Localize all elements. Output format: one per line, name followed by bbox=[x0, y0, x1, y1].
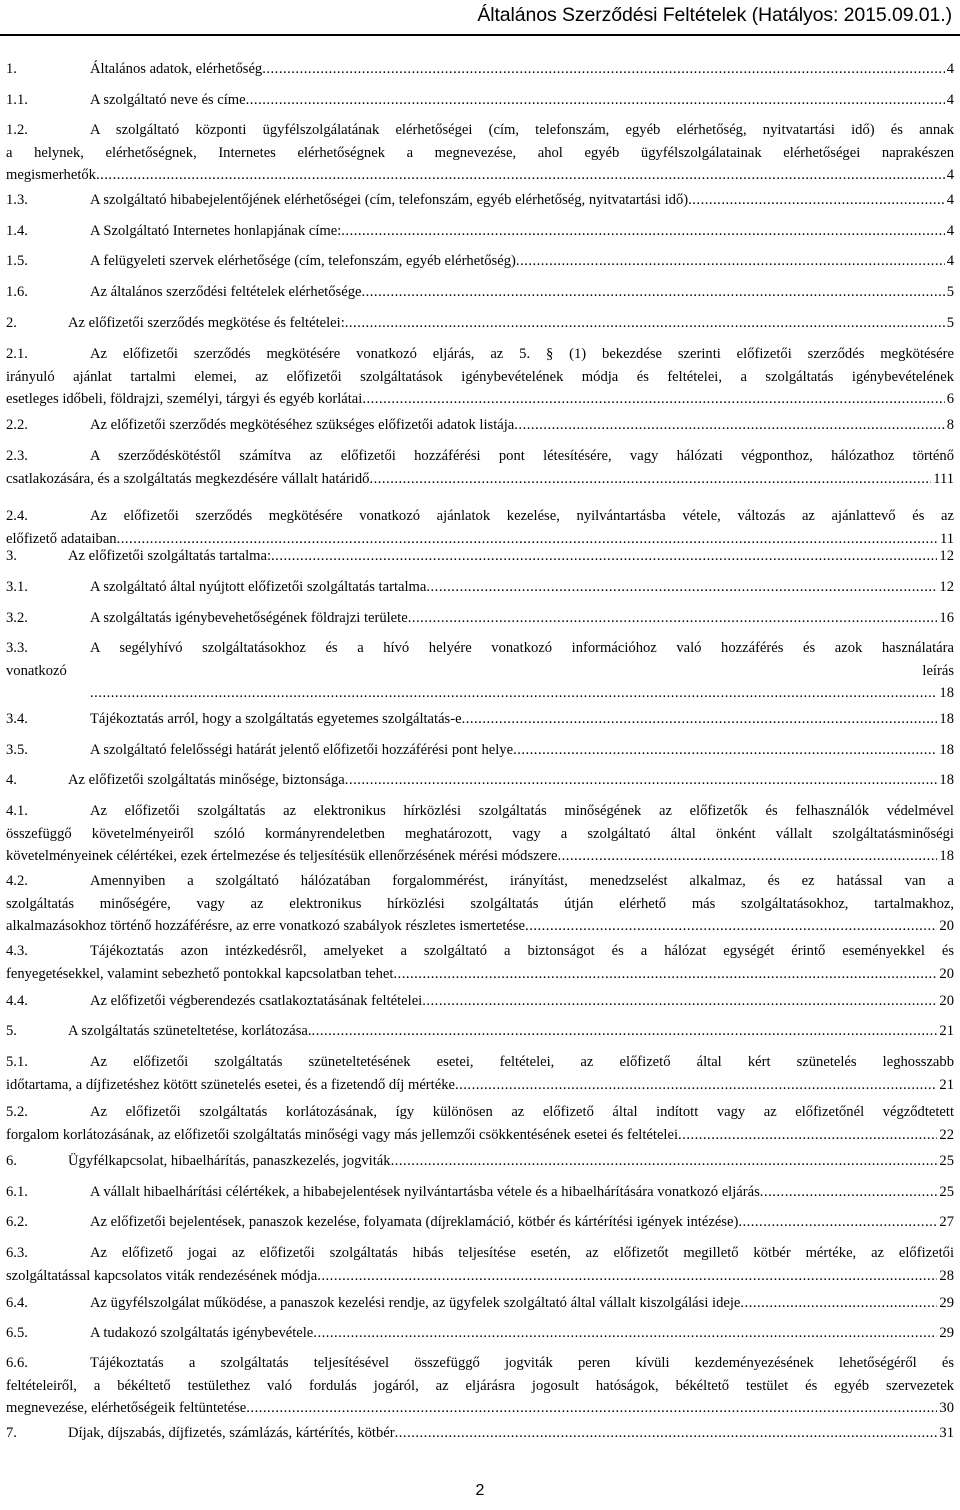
toc-page-number: 25 bbox=[939, 1184, 954, 1200]
toc-entry-number: 3.3. bbox=[6, 640, 28, 656]
toc-page-number: 4 bbox=[946, 223, 954, 239]
toc-entry-text: követelményeinek célértékei, ezek értelmezése és teljesítésük ellenőrzésének mérési módszere bbox=[6, 848, 558, 864]
toc-dot-leader bbox=[262, 58, 944, 80]
toc-dot-leader bbox=[516, 250, 945, 272]
toc-page-number: 20 bbox=[939, 965, 954, 982]
toc-entry-text: A szerződéskötéstől számítva az előfizetői hozzáférési pont létesítésére, vagy hálózati végponthoz, hálózathoz történő bbox=[90, 448, 954, 464]
toc-entry-number: 1.4. bbox=[6, 223, 28, 239]
toc-dot-leader bbox=[313, 1322, 937, 1344]
toc-dot-leader bbox=[391, 1150, 938, 1172]
toc-page-number: 18 bbox=[939, 711, 954, 727]
toc-entry-text: Az előfizetői bejelentések, panaszok kezelése, folyamata (díjreklamáció, kötbér és kártérítési igények intézése) bbox=[90, 1214, 739, 1230]
toc-page-number: 6 bbox=[946, 391, 954, 407]
toc-entry-text: fenyegetésekkel, valamint sebezhető pontokkal kapcsolatban tehet bbox=[6, 965, 394, 982]
toc-page-number: 21 bbox=[939, 1023, 954, 1039]
toc-page-number: 18 bbox=[939, 772, 954, 788]
toc-dot-leader bbox=[246, 89, 945, 111]
toc-dot-leader bbox=[514, 414, 944, 436]
toc-dot-leader bbox=[408, 607, 938, 629]
toc-entry-text: Díjak, díjszabás, díjfizetés, számlázás, kártérítés, kötbér bbox=[68, 1425, 395, 1441]
toc-entry-text: csatlakozására, és a szolgáltatás megkezdésére vállalt határidő bbox=[6, 470, 370, 487]
toc-entry-text: összefüggő követelményeiről szóló kormányrendeletben meghatározott, vagy a szolgáltató által önként vállalt szolgáltatásminőségi bbox=[6, 825, 954, 842]
toc-entry-number: 1.5. bbox=[6, 253, 28, 269]
toc-dot-leader bbox=[422, 990, 937, 1012]
toc-entry-text: Az általános szerződési feltételek elérhetősége bbox=[90, 284, 362, 300]
toc-entry-text: A szolgáltató központi ügyfélszolgálatának elérhetőségei (cím, telefonszám, egyéb elérhetőség, nyitvatartási idő) és annak bbox=[90, 122, 954, 138]
toc-entry-text: feltételeiről, a békéltető testülethez való fordulás jogáról, az eljárásra jogosult hatóságok, békéltető testület és egyéb szervezetek bbox=[6, 1377, 954, 1394]
toc-dot-leader bbox=[525, 915, 937, 937]
toc-entry-number: 4. bbox=[6, 772, 17, 788]
toc-page-number: 31 bbox=[939, 1425, 954, 1441]
toc-entry-text: vonatkozó leírás bbox=[6, 662, 954, 679]
toc-entry-number: 6.1. bbox=[6, 1184, 28, 1200]
toc-page-number: 5 bbox=[946, 284, 954, 300]
toc-dot-leader bbox=[96, 164, 945, 186]
toc-entry-number: 2.2. bbox=[6, 417, 28, 433]
toc-dot-leader bbox=[738, 1211, 937, 1233]
toc-entry-number: 2.4. bbox=[6, 508, 28, 524]
toc-dot-leader bbox=[345, 312, 945, 334]
toc-entry-text: A tudakozó szolgáltatás igénybevétele bbox=[90, 1325, 314, 1341]
toc-dot-leader bbox=[345, 769, 938, 791]
toc-entry-number: 4.2. bbox=[6, 873, 28, 889]
toc-entry-text: Tájékoztatás a szolgáltatás teljesítésével összefüggő jogviták peren kívüli kezdeményezésének lehetőségéről és bbox=[90, 1355, 954, 1371]
toc-entry-number: 3. bbox=[6, 548, 17, 564]
toc-entry-text: szolgáltatás minőségére, vagy az elektronikus hírközlési szolgáltatás útján elérhető más szolgáltatásokhoz, tartalmakhoz, bbox=[6, 895, 954, 912]
page-number: 2 bbox=[475, 1482, 485, 1499]
toc-dot-leader bbox=[271, 545, 937, 567]
toc-entry-text: Az előfizetői szolgáltatás minősége, biztonsága bbox=[68, 772, 345, 788]
toc-dot-leader bbox=[312, 1020, 938, 1042]
toc-page-number: 18 bbox=[939, 742, 954, 758]
toc-page-number: 29 bbox=[939, 1295, 954, 1311]
toc-entry-text: Ügyfélkapcsolat, hibaelhárítás, panaszkezelés, jogviták bbox=[68, 1153, 391, 1169]
toc-page-number: 18 bbox=[939, 848, 954, 864]
toc-dot-leader bbox=[462, 708, 938, 730]
toc-entry-text: előfizető adataiban bbox=[6, 530, 117, 547]
toc-entry-text: Az előfizetői szerződés megkötésére vonatkozó eljárás, az 5. § (1) bekezdése szerinti előfizetői szerződés megkötésére bbox=[90, 346, 954, 362]
toc-entry-text: forgalom korlátozásának, az előfizetői szolgáltatás minőségi vagy más jellemzői csökkentésének esetei és feltételei bbox=[6, 1126, 679, 1143]
toc-page-number: 25 bbox=[939, 1153, 954, 1169]
toc-entry-number: 6. bbox=[6, 1153, 17, 1169]
toc-entry-text: Tájékoztatás azon intézkedésről, amelyeket a szolgáltató a biztonságot és a hálózat egységét érintő eseményekkel és bbox=[90, 943, 954, 959]
toc-page-number: 20 bbox=[939, 993, 954, 1009]
toc-entry-text: A szolgáltató neve és címe bbox=[90, 92, 246, 108]
toc-dot-leader bbox=[393, 963, 937, 985]
toc-entry-number: 4.1. bbox=[6, 803, 28, 819]
toc-entry-number: 7. bbox=[6, 1425, 17, 1441]
toc-entry-number: 2.1. bbox=[6, 346, 28, 362]
toc-entry-text: időtartama, a díjfizetéshez kötött szünetelés esetei, és a fizetendő díj mértéke bbox=[6, 1076, 455, 1093]
toc-entry-number: 6.6. bbox=[6, 1355, 28, 1371]
toc-page-number: 8 bbox=[946, 417, 954, 433]
toc-entry-number: 6.5. bbox=[6, 1325, 28, 1341]
toc-entry-number: 1. bbox=[6, 61, 17, 77]
toc-entry-text: alkalmazásokhoz történő hozzáférésre, az erre vonatkozó szabályok részletes ismertetése bbox=[6, 918, 526, 934]
toc-entry-text: A felügyeleti szervek elérhetősége (cím, telefonszám, egyéb elérhetőség) bbox=[90, 253, 516, 269]
toc-dot-leader bbox=[361, 281, 944, 303]
toc-entry-text: Az előfizetői szerződés megkötésére vonatkozó ajánlatok kezelése, nyilvántartásba vétele, változás az ajánlattevő és az bbox=[90, 508, 954, 524]
toc-entry-text: Az előfizető jogai az előfizetői szolgáltatás hibás teljesítése esetén, az előfizetőt megillető kötbér mértéke, az előfizetői bbox=[90, 1245, 954, 1261]
toc-entry-text: irányuló ajánlat tartalmi elemei, az előfizetői szolgáltatások igénybevételének módja és feltételei, a szolgáltatás igénybevételének bbox=[6, 368, 954, 385]
toc-dot-leader bbox=[688, 189, 945, 211]
toc-entry-number: 2.3. bbox=[6, 448, 28, 464]
toc-dot-leader bbox=[341, 220, 944, 242]
toc-entry-text: A szolgáltató hibabejelentőjének elérhetőségei (cím, telefonszám, egyéb elérhetőség, nyitvatartási idő) bbox=[90, 192, 689, 208]
toc-dot-leader bbox=[369, 468, 931, 490]
toc-dot-leader bbox=[760, 1181, 938, 1203]
toc-entry-text: A segélyhívó szolgáltatásokhoz és a hívó helyére vonatkozó információhoz való hozzáférés és azok használatára bbox=[90, 640, 954, 656]
toc-dot-leader bbox=[246, 1397, 937, 1419]
toc-dot-leader bbox=[740, 1292, 937, 1314]
toc-dot-leader bbox=[557, 845, 937, 867]
toc-entry-text: Az előfizetői szolgáltatás tartalma: bbox=[68, 548, 272, 564]
toc-entry-number: 4.3. bbox=[6, 943, 28, 959]
toc-entry-text: Tájékoztatás arról, hogy a szolgáltatás egyetemes szolgáltatás-e bbox=[90, 711, 462, 727]
toc-page-number: 22 bbox=[939, 1126, 954, 1143]
toc-page-number: 4 bbox=[946, 92, 954, 108]
toc-page-number: 16 bbox=[939, 610, 954, 626]
toc-page-number: 18 bbox=[939, 685, 954, 701]
toc-page-number: 11 bbox=[939, 530, 954, 547]
toc-entry-number: 3.1. bbox=[6, 579, 28, 595]
toc-page-number: 5 bbox=[946, 315, 954, 331]
toc-entry-number: 1.1. bbox=[6, 92, 28, 108]
toc-entry-number: 6.2. bbox=[6, 1214, 28, 1230]
toc-dot-leader bbox=[395, 1422, 938, 1444]
toc-entry-text: Amennyiben a szolgáltató hálózatában forgalommérést, irányítást, menedzselést alkalmaz, és ez hatással van a bbox=[90, 873, 954, 889]
toc-entry-text: megismerhetők bbox=[6, 167, 96, 183]
toc-entry-text: A Szolgáltató Internetes honlapjának címe: bbox=[90, 223, 342, 239]
document-header-title: Általános Szerződési Feltételek (Hatályos: 2015.09.01.) bbox=[477, 4, 952, 26]
toc-entry-number: 5.2. bbox=[6, 1104, 28, 1120]
toc-entry-text: megnevezése, elérhetőségeik feltüntetése bbox=[6, 1400, 247, 1416]
toc-page-number: 4 bbox=[946, 61, 954, 77]
toc-entry-text: A vállalt hibaelhárítási célértékek, a hibabejelentések nyilvántartásba vétele és a hibaelhárítására vonatkozó eljárás bbox=[90, 1184, 760, 1200]
toc-entry-text: a helynek, elérhetőségnek, Internetes elérhetőségnek a megnevezése, ahol egyéb ügyfélszolgálatainak elérhetőségei naprakészen bbox=[6, 144, 954, 161]
toc-entry-number: 5. bbox=[6, 1023, 17, 1039]
toc-dot-leader bbox=[317, 1265, 937, 1287]
toc-page-number: 29 bbox=[939, 1325, 954, 1341]
toc-entry-text: A szolgáltatás szüneteltetése, korlátozása. bbox=[68, 1023, 312, 1039]
toc-entry-text: esetleges időbeli, földrajzi, személyi, tárgyi és egyéb korlátai bbox=[6, 391, 363, 407]
toc-entry-text: Az előfizetői szolgáltatás korlátozásának, így különösen az előfizető által indított vagy az előfizetőnél végződtetett bbox=[90, 1104, 954, 1120]
toc-entry-text: szolgáltatással kapcsolatos viták rendezésének módja bbox=[6, 1267, 318, 1284]
toc-dot-leader bbox=[90, 682, 937, 704]
toc-page-number: 4 bbox=[946, 167, 954, 183]
toc-dot-leader bbox=[513, 739, 937, 761]
toc-entry-text: Az előfizetői szolgáltatás az elektronikus hírközlési szolgáltatás minőségének az előfizetők és felhasználók védelmével bbox=[90, 803, 954, 819]
toc-entry-text: Az előfizetői szolgáltatás szüneteltetésének esetei, feltételei, az előfizető által kért szünetelés leghosszabb bbox=[90, 1054, 954, 1070]
toc-entry-text: A szolgáltató által nyújtott előfizetői szolgáltatás tartalma bbox=[90, 579, 427, 595]
toc-page-number: 30 bbox=[939, 1400, 954, 1416]
toc-dot-leader bbox=[678, 1124, 937, 1146]
toc-entry-text: A szolgáltató felelősségi határát jelentő előfizetői hozzáférési pont helye bbox=[90, 742, 514, 758]
toc-page-number: 27 bbox=[939, 1214, 954, 1230]
toc-entry-number: 5.1. bbox=[6, 1054, 28, 1070]
toc-entry-number: 3.5. bbox=[6, 742, 28, 758]
toc-page-number: 4 bbox=[946, 253, 954, 269]
toc-entry-text: Az előfizetői végberendezés csatlakoztatásának feltételei bbox=[90, 993, 423, 1009]
toc-page-number: 12 bbox=[939, 579, 954, 595]
toc-entry-number: 1.3. bbox=[6, 192, 28, 208]
toc-entry-number: 6.4. bbox=[6, 1295, 28, 1311]
toc-page-number: 12 bbox=[939, 548, 954, 564]
toc-dot-leader bbox=[426, 576, 937, 598]
toc-entry-text: Általános adatok, elérhetőség bbox=[90, 61, 263, 77]
toc-entry-number: 4.4. bbox=[6, 993, 28, 1009]
toc-entry-number: 1.2. bbox=[6, 122, 28, 138]
toc-entry-number: 2. bbox=[6, 315, 17, 331]
toc-page-number: 20 bbox=[939, 918, 954, 934]
toc-entry-text: A szolgáltatás igénybevehetőségének földrajzi területe bbox=[90, 610, 408, 626]
header-rule bbox=[0, 34, 960, 36]
toc-entry-text: Az előfizetői szerződés megkötése és feltételei: bbox=[68, 315, 345, 331]
toc-entry-text: Az előfizetői szerződés megkötéséhez szükséges előfizetői adatok listája bbox=[90, 417, 515, 433]
toc-entry-number: 1.6. bbox=[6, 284, 28, 300]
toc-page-number: 4 bbox=[946, 192, 954, 208]
toc-entry-number: 6.3. bbox=[6, 1245, 28, 1261]
toc-dot-leader bbox=[455, 1074, 937, 1096]
toc-entry-number: 3.4. bbox=[6, 711, 28, 727]
toc-page-number: 28 bbox=[939, 1267, 954, 1284]
toc-page-number: 21 bbox=[939, 1076, 954, 1093]
toc-page-number: 111 bbox=[933, 470, 954, 487]
toc-entry-number: 3.2. bbox=[6, 610, 28, 626]
toc-dot-leader bbox=[362, 388, 944, 410]
toc-entry-text: Az ügyfélszolgálat működése, a panaszok kezelési rendje, az ügyfelek szolgáltató által vállalt kiszolgálási ideje bbox=[90, 1295, 741, 1311]
